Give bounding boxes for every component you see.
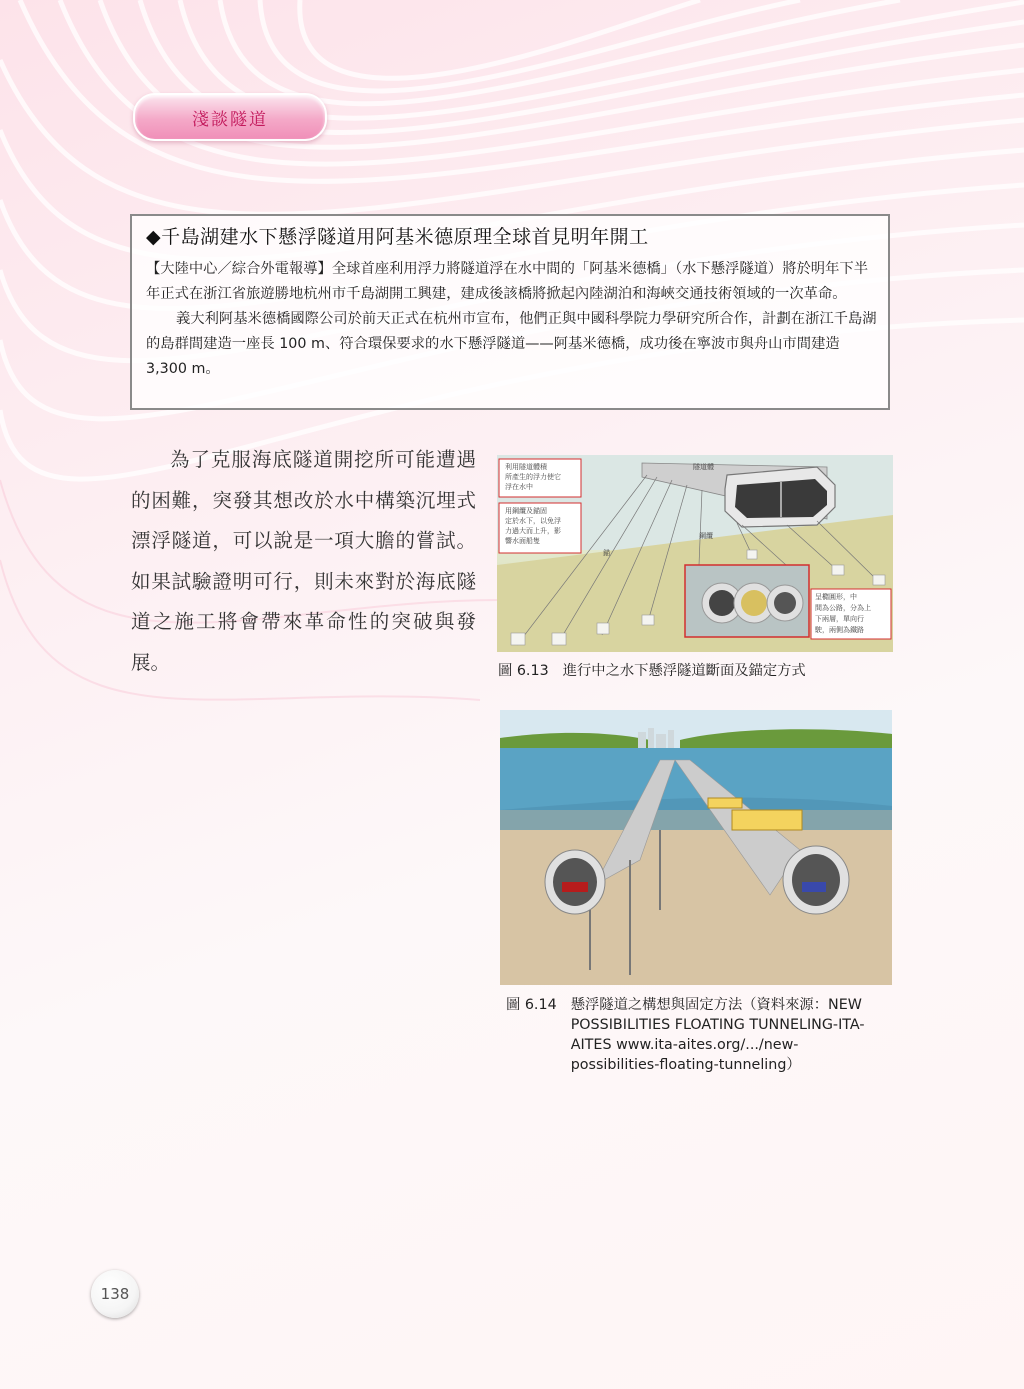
fig13-note-buoyancy-1: 利用隧道體積: [505, 463, 547, 471]
section-title-badge: [133, 93, 327, 141]
news-paragraph-2: 義大利阿基米德橋國際公司於前天正式在杭州市宣布，他們正與中國科學院力學研究所合作，計劃在浙江千島湖的島群間建造一座長 100 m、符合環保要求的水下懸浮隧道——阿基米德橋，成功後在寧波市與舟山市間建造 3,300 m。: [146, 311, 877, 377]
figure-6-13-number: 圖 6.13: [498, 663, 549, 679]
news-headline: ◆千島湖建水下懸浮隧道用阿基米德原理全球首見明年開工: [146, 226, 649, 248]
fig13-note-buoyancy-2: 所產生的浮力使它: [505, 473, 561, 481]
fig13-note-cable-1: 用鋼纜及錨固: [505, 507, 547, 515]
fig13-note-cable-2: 定於水下，以免浮: [505, 517, 561, 525]
fig13-note-section-2: 間為公路，分為上: [815, 604, 871, 612]
fig13-label-cable: 鋼纜: [699, 532, 713, 540]
fig13-note-cable-4: 響水面船隻: [505, 537, 540, 545]
fig13-note-section-3: 下兩層，單向行: [815, 615, 864, 623]
section-title: 淺談隧道: [192, 109, 268, 130]
news-box: [130, 214, 890, 410]
fig13-note-cable-3: 力過大而上升，影: [505, 527, 561, 535]
fig13-label-tunnel: 隧道體: [693, 463, 714, 471]
figure-6-13-image: [497, 455, 893, 652]
fig13-label-anchor: 錨: [603, 549, 610, 557]
figure-6-13-caption: [498, 660, 806, 680]
news-paragraph-1: 【大陸中心／綜合外電報導】全球首座利用浮力將隧道浮在水中間的「阿基米德橋」（水下懸浮隧道）將於明年下半年正式在浙江省旅遊勝地杭州市千島湖開工興建，建成後該橋將掀起內陸湖泊和海峽交通技術領域的一次革命。: [146, 261, 868, 302]
page-number: 138: [91, 1270, 139, 1318]
figure-6-14-caption-text: 懸浮隧道之構想與固定方法（資料來源：NEW POSSIBILITIES FLOATING TUNNELING-ITA-AITES www.ita-aites.org/.../new-possibilities-floating-tunneling）: [570, 997, 865, 1073]
fig13-note-buoyancy-3: 浮在水中: [505, 483, 533, 491]
fig13-note-section-4: 駛，兩側為鐵路: [815, 626, 864, 634]
figure-6-14-number: 圖 6.14: [506, 997, 557, 1013]
figure-6-13-caption-text: 進行中之水下懸浮隧道斷面及錨定方式: [562, 663, 806, 679]
figure-6-14-image: [500, 710, 892, 985]
body-paragraph: 為了克服海底隧道開挖所可能遭遇的困難，突發其想改於水中構築沉埋式漂浮隧道，可以說是一項大膽的嘗試。如果試驗證明可行，則未來對於海底隧道之施工將會帶來革命性的突破與發展。: [131, 448, 476, 674]
figure-6-14-caption: [506, 995, 892, 1075]
fig13-note-section-1: 呈橢圓形，中: [815, 593, 857, 601]
